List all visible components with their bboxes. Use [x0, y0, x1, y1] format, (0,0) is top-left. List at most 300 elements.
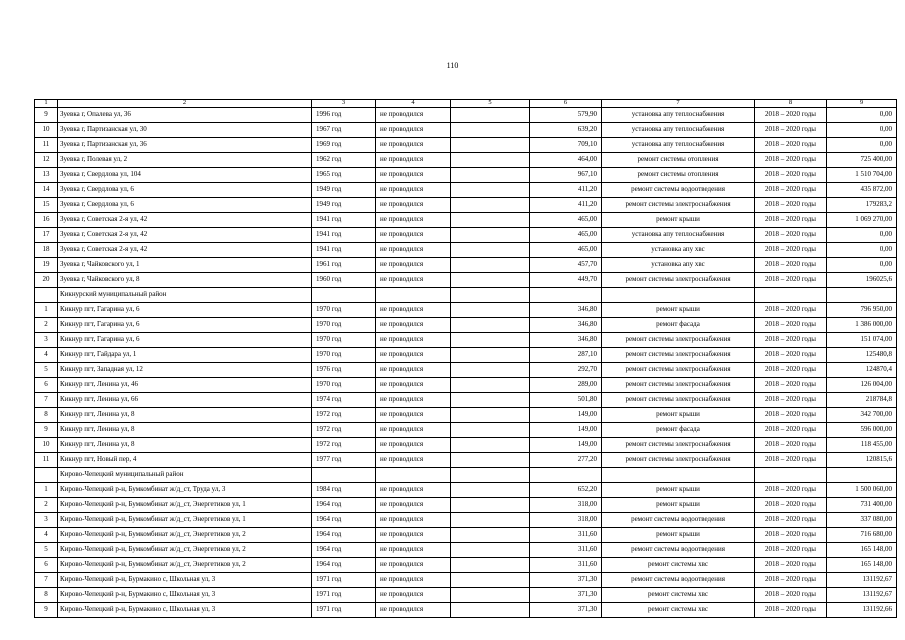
area-cell: 465,00: [530, 212, 602, 227]
last-repair-cell: не проводился: [376, 317, 451, 332]
row-number-cell: 4: [35, 527, 58, 542]
col5-cell: [451, 242, 530, 257]
row-number-cell: 17: [35, 227, 58, 242]
column-number-cell: 3: [312, 100, 376, 108]
work-type-cell: ремонт системы электроснабжения: [602, 272, 755, 287]
address-cell: Кирово-Чепецкий р-н, Бурмакино с, Школьная ул, 3: [58, 572, 312, 587]
area-cell: 311,60: [530, 557, 602, 572]
row-number-cell: 3: [35, 332, 58, 347]
col5-cell: [451, 497, 530, 512]
area-cell: 464,00: [530, 152, 602, 167]
year-built-cell: 1964 год: [312, 497, 376, 512]
area-cell: 318,00: [530, 512, 602, 527]
district-name-cell: Кирово-Чепецкий муниципальный район: [58, 467, 312, 482]
area-cell: [530, 467, 602, 482]
work-type-cell: ремонт системы электроснабжения: [602, 437, 755, 452]
area-cell: 501,80: [530, 392, 602, 407]
address-cell: Кирово-Чепецкий р-н, Бумкомбинат ж/д_ст, Энергетиков ул, 2: [58, 557, 312, 572]
address-cell: Кирово-Чепецкий р-н, Бумкомбинат ж/д_ст, Энергетиков ул, 1: [58, 497, 312, 512]
district-name-cell: Кикнурский муниципальный район: [58, 287, 312, 302]
last-repair-cell: не проводился: [376, 122, 451, 137]
work-type-cell: установка апу хвс: [602, 257, 755, 272]
district-section-row: [35, 287, 897, 302]
row-number-cell: 3: [35, 512, 58, 527]
cost-cell: 0,00: [827, 107, 897, 122]
cost-cell: 0,00: [827, 257, 897, 272]
year-built-cell: 1970 год: [312, 302, 376, 317]
cost-cell: 0,00: [827, 227, 897, 242]
cost-cell: 218784,8: [827, 392, 897, 407]
period-cell: 2018 – 2020 годы: [755, 407, 827, 422]
area-cell: 149,00: [530, 407, 602, 422]
table-row: [35, 452, 897, 467]
col5-cell: [451, 542, 530, 557]
year-built-cell: 1971 год: [312, 587, 376, 602]
last-repair-cell: не проводился: [376, 392, 451, 407]
cost-cell: 342 700,00: [827, 407, 897, 422]
last-repair-cell: не проводился: [376, 137, 451, 152]
last-repair-cell: не проводился: [376, 197, 451, 212]
address-cell: Зуевка г, Партизанская ул, 36: [58, 137, 312, 152]
cost-cell: 118 455,00: [827, 437, 897, 452]
address-cell: Кикнур пгт, Гагарина ул, 6: [58, 332, 312, 347]
address-cell: Зуевка г, Партизанская ул, 30: [58, 122, 312, 137]
last-repair-cell: не проводился: [376, 272, 451, 287]
row-number-cell: 10: [35, 437, 58, 452]
last-repair-cell: не проводился: [376, 107, 451, 122]
address-cell: Кикнур пгт, Ленина ул, 8: [58, 407, 312, 422]
period-cell: 2018 – 2020 годы: [755, 152, 827, 167]
work-type-cell: ремонт крыши: [602, 302, 755, 317]
col5-cell: [451, 302, 530, 317]
address-cell: Кикнур пгт, Ленина ул, 8: [58, 422, 312, 437]
row-number-cell: 20: [35, 272, 58, 287]
address-cell: Зуевка г, Советская 2-я ул, 42: [58, 242, 312, 257]
last-repair-cell: не проводился: [376, 437, 451, 452]
work-type-cell: ремонт крыши: [602, 407, 755, 422]
address-cell: Зуевка г, Свердлова ул, 6: [58, 182, 312, 197]
col5-cell: [451, 197, 530, 212]
work-type-cell: ремонт крыши: [602, 497, 755, 512]
repair-plan-table: [34, 99, 897, 618]
address-cell: Зуевка г, Свердлова ул, 6: [58, 197, 312, 212]
col5-cell: [451, 212, 530, 227]
period-cell: 2018 – 2020 годы: [755, 227, 827, 242]
area-cell: 465,00: [530, 227, 602, 242]
area-cell: 465,00: [530, 242, 602, 257]
last-repair-cell: не проводился: [376, 302, 451, 317]
row-number-cell: 6: [35, 377, 58, 392]
year-built-cell: 1961 год: [312, 257, 376, 272]
col5-cell: [451, 332, 530, 347]
last-repair-cell: не проводился: [376, 527, 451, 542]
year-built-cell: [312, 287, 376, 302]
table-row: [35, 542, 897, 557]
year-built-cell: 1941 год: [312, 212, 376, 227]
row-number-cell: 9: [35, 422, 58, 437]
row-number-cell: 1: [35, 482, 58, 497]
cost-cell: 1 510 704,00: [827, 167, 897, 182]
year-built-cell: 1964 год: [312, 542, 376, 557]
row-number-cell: 5: [35, 362, 58, 377]
year-built-cell: 1970 год: [312, 377, 376, 392]
table-row: [35, 197, 897, 212]
row-number-cell: 19: [35, 257, 58, 272]
address-cell: Кикнур пгт, Ленина ул, 66: [58, 392, 312, 407]
work-type-cell: ремонт крыши: [602, 482, 755, 497]
work-type-cell: ремонт крыши: [602, 212, 755, 227]
table-row: [35, 377, 897, 392]
period-cell: 2018 – 2020 годы: [755, 197, 827, 212]
last-repair-cell: не проводился: [376, 422, 451, 437]
cost-cell: 120815,6: [827, 452, 897, 467]
work-type-cell: ремонт системы хвс: [602, 602, 755, 617]
cost-cell: 0,00: [827, 122, 897, 137]
period-cell: 2018 – 2020 годы: [755, 512, 827, 527]
row-number-cell: 1: [35, 302, 58, 317]
column-number-header-row: [35, 100, 897, 108]
col5-cell: [451, 167, 530, 182]
address-cell: Кирово-Чепецкий р-н, Бумкомбинат ж/д_ст, Энергетиков ул, 2: [58, 527, 312, 542]
period-cell: 2018 – 2020 годы: [755, 347, 827, 362]
cost-cell: 131192,66: [827, 602, 897, 617]
period-cell: 2018 – 2020 годы: [755, 212, 827, 227]
area-cell: 371,30: [530, 572, 602, 587]
period-cell: 2018 – 2020 годы: [755, 137, 827, 152]
address-cell: Зуевка г, Советская 2-я ул, 42: [58, 212, 312, 227]
address-cell: Кикнур пгт, Гайдара ул, 1: [58, 347, 312, 362]
period-cell: 2018 – 2020 годы: [755, 332, 827, 347]
work-type-cell: ремонт крыши: [602, 527, 755, 542]
last-repair-cell: не проводился: [376, 167, 451, 182]
row-number-cell: 10: [35, 122, 58, 137]
area-cell: 411,20: [530, 197, 602, 212]
period-cell: 2018 – 2020 годы: [755, 587, 827, 602]
last-repair-cell: не проводился: [376, 572, 451, 587]
column-number-cell: 5: [451, 100, 530, 108]
row-number-cell: 2: [35, 317, 58, 332]
work-type-cell: ремонт системы электроснабжения: [602, 362, 755, 377]
address-cell: Зуевка г, Чайковского ул, 1: [58, 257, 312, 272]
area-cell: 579,90: [530, 107, 602, 122]
last-repair-cell: не проводился: [376, 242, 451, 257]
year-built-cell: 1974 год: [312, 392, 376, 407]
year-built-cell: 1967 год: [312, 122, 376, 137]
year-built-cell: 1977 год: [312, 452, 376, 467]
table-row: [35, 107, 897, 122]
last-repair-cell: [376, 467, 451, 482]
last-repair-cell: не проводился: [376, 332, 451, 347]
table-row: [35, 152, 897, 167]
work-type-cell: установка апу теплоснабжения: [602, 122, 755, 137]
district-section-row: [35, 467, 897, 482]
address-cell: Кикнур пгт, Западная ул, 12: [58, 362, 312, 377]
year-built-cell: 1962 год: [312, 152, 376, 167]
table-row: [35, 482, 897, 497]
cost-cell: 731 400,00: [827, 497, 897, 512]
column-number-cell: 9: [827, 100, 897, 108]
table-row: [35, 317, 897, 332]
work-type-cell: ремонт системы хвс: [602, 557, 755, 572]
table-row: [35, 362, 897, 377]
cost-cell: [827, 467, 897, 482]
last-repair-cell: не проводился: [376, 557, 451, 572]
col5-cell: [451, 317, 530, 332]
area-cell: 346,80: [530, 302, 602, 317]
period-cell: 2018 – 2020 годы: [755, 272, 827, 287]
year-built-cell: 1970 год: [312, 332, 376, 347]
area-cell: 652,20: [530, 482, 602, 497]
col5-cell: [451, 482, 530, 497]
row-number-cell: [35, 467, 58, 482]
area-cell: 371,30: [530, 587, 602, 602]
table-row: [35, 122, 897, 137]
work-type-cell: [602, 467, 755, 482]
period-cell: 2018 – 2020 годы: [755, 242, 827, 257]
column-number-cell: 7: [602, 100, 755, 108]
col5-cell: [451, 572, 530, 587]
year-built-cell: 1972 год: [312, 437, 376, 452]
period-cell: 2018 – 2020 годы: [755, 422, 827, 437]
year-built-cell: [312, 467, 376, 482]
table-row: [35, 587, 897, 602]
year-built-cell: 1949 год: [312, 182, 376, 197]
column-number-cell: 1: [35, 100, 58, 108]
work-type-cell: ремонт системы электроснабжения: [602, 347, 755, 362]
row-number-cell: 14: [35, 182, 58, 197]
year-built-cell: 1971 год: [312, 572, 376, 587]
cost-cell: 435 872,00: [827, 182, 897, 197]
row-number-cell: 11: [35, 137, 58, 152]
table-row: [35, 557, 897, 572]
period-cell: 2018 – 2020 годы: [755, 482, 827, 497]
row-number-cell: 13: [35, 167, 58, 182]
page-number: 110: [446, 61, 459, 70]
last-repair-cell: [376, 287, 451, 302]
period-cell: 2018 – 2020 годы: [755, 452, 827, 467]
last-repair-cell: не проводился: [376, 452, 451, 467]
table-row: [35, 512, 897, 527]
row-number-cell: [35, 287, 58, 302]
cost-cell: 179283,2: [827, 197, 897, 212]
row-number-cell: 12: [35, 152, 58, 167]
period-cell: 2018 – 2020 годы: [755, 527, 827, 542]
period-cell: [755, 467, 827, 482]
work-type-cell: ремонт системы водоотведения: [602, 572, 755, 587]
column-number-cell: 6: [530, 100, 602, 108]
col5-cell: [451, 257, 530, 272]
col5-cell: [451, 182, 530, 197]
work-type-cell: ремонт системы отопления: [602, 167, 755, 182]
year-built-cell: 1972 год: [312, 407, 376, 422]
last-repair-cell: не проводился: [376, 152, 451, 167]
table-row: [35, 497, 897, 512]
work-type-cell: ремонт системы электроснабжения: [602, 452, 755, 467]
address-cell: Зуевка г, Свердлова ул, 104: [58, 167, 312, 182]
cost-cell: 596 000,00: [827, 422, 897, 437]
table-row: [35, 347, 897, 362]
table-row: [35, 572, 897, 587]
col5-cell: [451, 452, 530, 467]
col5-cell: [451, 392, 530, 407]
table-row: [35, 407, 897, 422]
area-cell: 149,00: [530, 422, 602, 437]
address-cell: Кирово-Чепецкий р-н, Бумкомбинат ж/д_ст, Энергетиков ул, 2: [58, 542, 312, 557]
table-row: [35, 332, 897, 347]
cost-cell: 196025,6: [827, 272, 897, 287]
cost-cell: 1 500 060,00: [827, 482, 897, 497]
col5-cell: [451, 512, 530, 527]
year-built-cell: 1964 год: [312, 557, 376, 572]
last-repair-cell: не проводился: [376, 212, 451, 227]
table-row: [35, 257, 897, 272]
work-type-cell: ремонт системы электроснабжения: [602, 377, 755, 392]
cost-cell: 131192,67: [827, 572, 897, 587]
col5-cell: [451, 287, 530, 302]
period-cell: 2018 – 2020 годы: [755, 392, 827, 407]
year-built-cell: 1949 год: [312, 197, 376, 212]
year-built-cell: 1970 год: [312, 317, 376, 332]
cost-cell: [827, 287, 897, 302]
last-repair-cell: не проводился: [376, 182, 451, 197]
col5-cell: [451, 362, 530, 377]
area-cell: 318,00: [530, 497, 602, 512]
cost-cell: 126 004,00: [827, 377, 897, 392]
work-type-cell: ремонт системы водоотведения: [602, 512, 755, 527]
table-row: [35, 212, 897, 227]
col5-cell: [451, 137, 530, 152]
cost-cell: 131192,67: [827, 587, 897, 602]
table-row: [35, 272, 897, 287]
work-type-cell: ремонт фасада: [602, 422, 755, 437]
last-repair-cell: не проводился: [376, 602, 451, 617]
cost-cell: 1 069 270,00: [827, 212, 897, 227]
year-built-cell: 1976 год: [312, 362, 376, 377]
row-number-cell: 16: [35, 212, 58, 227]
table-row: [35, 602, 897, 617]
work-type-cell: ремонт системы отопления: [602, 152, 755, 167]
cost-cell: 1 386 000,00: [827, 317, 897, 332]
period-cell: 2018 – 2020 годы: [755, 362, 827, 377]
col5-cell: [451, 557, 530, 572]
column-number-cell: 8: [755, 100, 827, 108]
row-number-cell: 8: [35, 407, 58, 422]
year-built-cell: 1941 год: [312, 242, 376, 257]
column-number-cell: 4: [376, 100, 451, 108]
area-cell: 457,70: [530, 257, 602, 272]
period-cell: 2018 – 2020 годы: [755, 182, 827, 197]
work-type-cell: ремонт системы водоотведения: [602, 182, 755, 197]
row-number-cell: 7: [35, 392, 58, 407]
year-built-cell: 1964 год: [312, 527, 376, 542]
area-cell: 289,00: [530, 377, 602, 392]
work-type-cell: установка апу теплоснабжения: [602, 137, 755, 152]
period-cell: 2018 – 2020 годы: [755, 557, 827, 572]
cost-cell: 796 950,00: [827, 302, 897, 317]
last-repair-cell: не проводился: [376, 407, 451, 422]
year-built-cell: 1964 год: [312, 512, 376, 527]
cost-cell: 165 148,00: [827, 542, 897, 557]
address-cell: Кикнур пгт, Новый пер, 4: [58, 452, 312, 467]
period-cell: [755, 287, 827, 302]
table-row: [35, 242, 897, 257]
cost-cell: 725 400,00: [827, 152, 897, 167]
col5-cell: [451, 467, 530, 482]
row-number-cell: 8: [35, 587, 58, 602]
work-type-cell: ремонт системы электроснабжения: [602, 197, 755, 212]
year-built-cell: 1984 год: [312, 482, 376, 497]
table-row: [35, 392, 897, 407]
area-cell: 346,80: [530, 332, 602, 347]
col5-cell: [451, 107, 530, 122]
last-repair-cell: не проводился: [376, 227, 451, 242]
col5-cell: [451, 602, 530, 617]
address-cell: Зуевка г, Советская 2-я ул, 42: [58, 227, 312, 242]
period-cell: 2018 – 2020 годы: [755, 602, 827, 617]
area-cell: 287,10: [530, 347, 602, 362]
row-number-cell: 4: [35, 347, 58, 362]
work-type-cell: [602, 287, 755, 302]
work-type-cell: ремонт системы хвс: [602, 587, 755, 602]
area-cell: 709,10: [530, 137, 602, 152]
cost-cell: 151 074,00: [827, 332, 897, 347]
cost-cell: 165 148,00: [827, 557, 897, 572]
cost-cell: 124870,4: [827, 362, 897, 377]
area-cell: [530, 287, 602, 302]
cost-cell: 716 680,00: [827, 527, 897, 542]
work-type-cell: ремонт системы водоотведения: [602, 542, 755, 557]
last-repair-cell: не проводился: [376, 362, 451, 377]
address-cell: Кикнур пгт, Ленина ул, 46: [58, 377, 312, 392]
last-repair-cell: не проводился: [376, 257, 451, 272]
row-number-cell: 11: [35, 452, 58, 467]
period-cell: 2018 – 2020 годы: [755, 377, 827, 392]
address-cell: Зуевка г, Опалева ул, 36: [58, 107, 312, 122]
table-row: [35, 227, 897, 242]
year-built-cell: 1960 год: [312, 272, 376, 287]
year-built-cell: 1965 год: [312, 167, 376, 182]
row-number-cell: 18: [35, 242, 58, 257]
area-cell: 277,20: [530, 452, 602, 467]
work-type-cell: ремонт системы электроснабжения: [602, 332, 755, 347]
address-cell: Кикнур пгт, Гагарина ул, 6: [58, 317, 312, 332]
area-cell: 411,20: [530, 182, 602, 197]
area-cell: 311,60: [530, 527, 602, 542]
area-cell: 292,70: [530, 362, 602, 377]
row-number-cell: 9: [35, 602, 58, 617]
work-type-cell: ремонт системы электроснабжения: [602, 392, 755, 407]
area-cell: 371,30: [530, 602, 602, 617]
period-cell: 2018 – 2020 годы: [755, 317, 827, 332]
year-built-cell: 1969 год: [312, 137, 376, 152]
cost-cell: 337 080,00: [827, 512, 897, 527]
year-built-cell: 1941 год: [312, 227, 376, 242]
year-built-cell: 1971 год: [312, 602, 376, 617]
table-row: [35, 302, 897, 317]
col5-cell: [451, 407, 530, 422]
last-repair-cell: не проводился: [376, 482, 451, 497]
last-repair-cell: не проводился: [376, 512, 451, 527]
row-number-cell: 5: [35, 542, 58, 557]
last-repair-cell: не проводился: [376, 587, 451, 602]
period-cell: 2018 – 2020 годы: [755, 257, 827, 272]
area-cell: 149,00: [530, 437, 602, 452]
address-cell: Кирово-Чепецкий р-н, Бумкомбинат ж/д_ст, Энергетиков ул, 1: [58, 512, 312, 527]
col5-cell: [451, 527, 530, 542]
work-type-cell: установка апу теплоснабжения: [602, 227, 755, 242]
cost-cell: 0,00: [827, 242, 897, 257]
last-repair-cell: не проводился: [376, 347, 451, 362]
